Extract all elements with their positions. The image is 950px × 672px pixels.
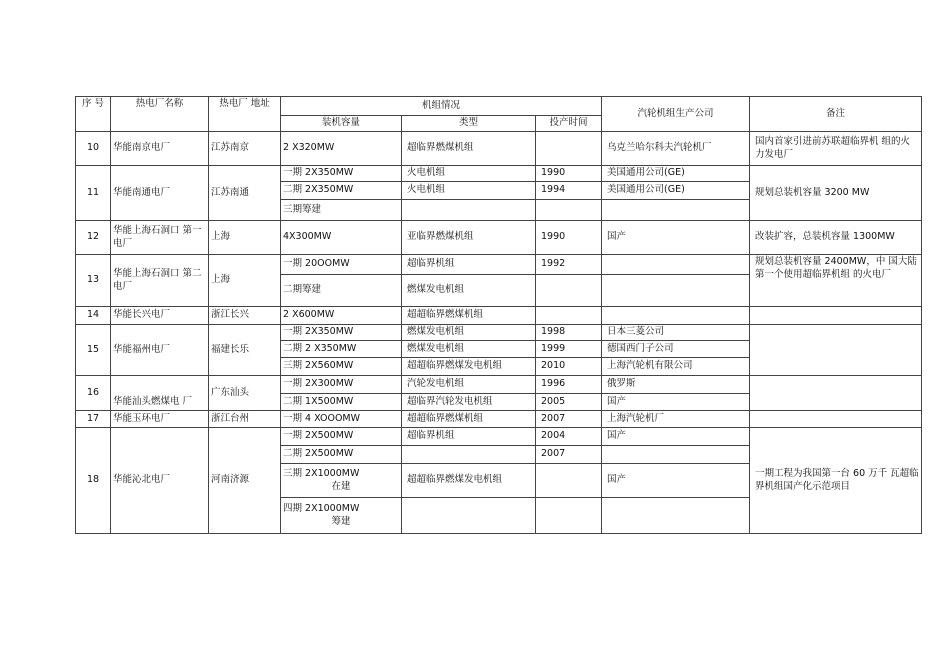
- capacity-cell: 三期筹建: [281, 200, 402, 221]
- header-capacity: 装机容量: [281, 116, 402, 132]
- header-address: 热电厂 地址: [209, 97, 281, 132]
- maker-cell: 国产: [602, 394, 750, 411]
- row-no: 12: [76, 221, 111, 255]
- plant-address: 上海: [209, 221, 281, 255]
- capacity-cell: 2 X600MW: [281, 307, 402, 325]
- header-year: 投产时间: [536, 116, 602, 132]
- table-row: [76, 411, 922, 428]
- remark-cell: [750, 411, 922, 428]
- row-no: 16: [76, 376, 111, 411]
- row-no: 11: [76, 166, 111, 221]
- type-cell: 超临界燃煤机组: [402, 132, 536, 166]
- capacity-cell: 一期 4 XOOOMW: [281, 411, 402, 428]
- header-maker: 汽轮机组生产公司: [602, 97, 750, 132]
- plant-address: 江苏南京: [209, 132, 281, 166]
- type-cell: 超临界机组: [402, 428, 536, 446]
- type-cell: 燃煤发电机组: [402, 325, 536, 341]
- plant-name: 华能上海石洞口 第二电厂: [111, 255, 209, 307]
- capacity-cell: 一期 2X500MW: [281, 428, 402, 446]
- row-no: 18: [76, 428, 111, 534]
- type-cell: 燃煤发电机组: [402, 341, 536, 358]
- table-row: [76, 376, 922, 394]
- remark-cell: 改装扩容，总装机容量 1300MW: [750, 221, 922, 255]
- type-cell: 火电机组: [402, 166, 536, 182]
- year-cell: 2005: [536, 394, 602, 411]
- year-cell: 2004: [536, 428, 602, 446]
- year-cell: [536, 275, 602, 307]
- capacity-cell: 二期 2 X350MW: [281, 341, 402, 358]
- maker-cell: 上海汽轮机厂: [602, 411, 750, 428]
- type-cell: [402, 498, 536, 534]
- row-no: 10: [76, 132, 111, 166]
- capacity-cell: 二期筹建: [281, 275, 402, 307]
- capacity-cell: 一期 2X300MW: [281, 376, 402, 394]
- remark-cell: 国内首家引进前苏联超临界机 组的火力发电厂: [750, 132, 922, 166]
- remark-cell: 规划总装机容量 2400MW，中 国大陆第一个使用超临界机组 的火电厂: [750, 255, 922, 307]
- row-no: 17: [76, 411, 111, 428]
- maker-cell: [602, 200, 750, 221]
- plant-name: 华能汕头燃煤电 厂: [111, 376, 209, 411]
- capacity-cell: [281, 464, 402, 498]
- plant-name: 华能福州电厂: [111, 325, 209, 376]
- type-cell: 超超临界燃煤发电机组: [402, 464, 536, 498]
- table-row: [76, 255, 922, 275]
- maker-cell: 美国通用公司(GE): [602, 182, 750, 200]
- year-cell: 1990: [536, 166, 602, 182]
- plant-name: 华能南京电厂: [111, 132, 209, 166]
- capacity-status: 在建: [331, 480, 351, 492]
- type-cell: 超超临界燃煤发电机组: [402, 358, 536, 376]
- capacity-cell: 二期 2X500MW: [281, 446, 402, 464]
- year-cell: 1994: [536, 182, 602, 200]
- remark-cell: [750, 325, 922, 376]
- maker-cell: [602, 255, 750, 275]
- table-row: [76, 325, 922, 341]
- plant-address: 浙江台州: [209, 411, 281, 428]
- type-cell: 燃煤发电机组: [402, 275, 536, 307]
- maker-cell: [602, 446, 750, 464]
- type-cell: 超临界机组: [402, 255, 536, 275]
- maker-cell: 上海汽轮机有限公司: [602, 358, 750, 376]
- plant-name: 华能玉环电厂: [111, 411, 209, 428]
- year-cell: 1996: [536, 376, 602, 394]
- plant-name: 华能南通电厂: [111, 166, 209, 221]
- table-row: [76, 132, 922, 166]
- capacity-cell: 一期 20OOMW: [281, 255, 402, 275]
- maker-cell: [602, 275, 750, 307]
- row-no: 13: [76, 255, 111, 307]
- year-cell: 2007: [536, 446, 602, 464]
- year-cell: [536, 498, 602, 534]
- maker-cell: 德国西门子公司: [602, 341, 750, 358]
- plant-address: 浙江长兴: [209, 307, 281, 325]
- year-cell: [536, 307, 602, 325]
- maker-cell: 日本三菱公司: [602, 325, 750, 341]
- table-row: [76, 221, 922, 255]
- year-cell: 2007: [536, 411, 602, 428]
- table-row: [76, 307, 922, 325]
- year-cell: 1992: [536, 255, 602, 275]
- capacity-cell: 4X300MW: [281, 221, 402, 255]
- maker-cell: 国产: [602, 464, 750, 498]
- maker-cell: 美国通用公司(GE): [602, 166, 750, 182]
- maker-cell: [602, 498, 750, 534]
- type-cell: 火电机组: [402, 182, 536, 200]
- table-row: [76, 166, 922, 182]
- table-row: [76, 428, 922, 446]
- remark-cell: 一期工程为我国第一台 60 万千 瓦超临界机组国产化示范项目: [750, 428, 922, 534]
- plant-name: 华能沁北电厂: [111, 428, 209, 534]
- capacity-cell: 二期 1X500MW: [281, 394, 402, 411]
- power-plant-table: [75, 96, 922, 534]
- type-cell: 超临界汽轮发电机组: [402, 394, 536, 411]
- remark-cell: [750, 307, 922, 325]
- plant-name: 华能长兴电厂: [111, 307, 209, 325]
- maker-cell: 俄罗斯: [602, 376, 750, 394]
- capacity-cell: 三期 2X560MW: [281, 358, 402, 376]
- maker-cell: 国产: [602, 428, 750, 446]
- plant-name: 华能上海石洞口 第一电厂: [111, 221, 209, 255]
- year-cell: 2010: [536, 358, 602, 376]
- type-cell: 亚临界燃煤机组: [402, 221, 536, 255]
- maker-cell: [602, 307, 750, 325]
- type-cell: [402, 446, 536, 464]
- capacity-cell: 2 X320MW: [281, 132, 402, 166]
- plant-address: 河南济源: [209, 428, 281, 534]
- remark-cell: 规划总装机容量 3200 MW: [750, 166, 922, 221]
- year-cell: [536, 464, 602, 498]
- plant-address: 福建长乐: [209, 325, 281, 376]
- capacity-line: 四期 2X1000MW: [283, 502, 360, 514]
- type-cell: 汽轮发电机组: [402, 376, 536, 394]
- capacity-cell: [281, 498, 402, 534]
- header-no: 序 号: [76, 97, 111, 132]
- year-cell: [536, 132, 602, 166]
- plant-address: 广东汕头: [209, 376, 281, 411]
- type-cell: 超超临界燃煤机组: [402, 411, 536, 428]
- year-cell: 1998: [536, 325, 602, 341]
- header-units: 机组情况: [281, 97, 602, 116]
- header-name: 热电厂名称: [111, 97, 209, 132]
- row-no: 15: [76, 325, 111, 376]
- capacity-cell: 一期 2X350MW: [281, 166, 402, 182]
- type-cell: [402, 200, 536, 221]
- type-cell: 超超临界燃煤机组: [402, 307, 536, 325]
- maker-cell: 乌克兰哈尔科夫汽轮机厂: [602, 132, 750, 166]
- capacity-status: 筹建: [331, 515, 351, 527]
- header-type: 类型: [402, 116, 536, 132]
- plant-address: 上海: [209, 255, 281, 307]
- capacity-cell: 一期 2X350MW: [281, 325, 402, 341]
- maker-cell: 国产: [602, 221, 750, 255]
- capacity-cell: 二期 2X350MW: [281, 182, 402, 200]
- row-no: 14: [76, 307, 111, 325]
- year-cell: [536, 200, 602, 221]
- plant-address: 江苏南通: [209, 166, 281, 221]
- year-cell: 1999: [536, 341, 602, 358]
- header-remark: 备注: [750, 97, 922, 132]
- year-cell: 1990: [536, 221, 602, 255]
- capacity-line: 三期 2X1000MW: [283, 467, 360, 479]
- remark-cell: [750, 376, 922, 411]
